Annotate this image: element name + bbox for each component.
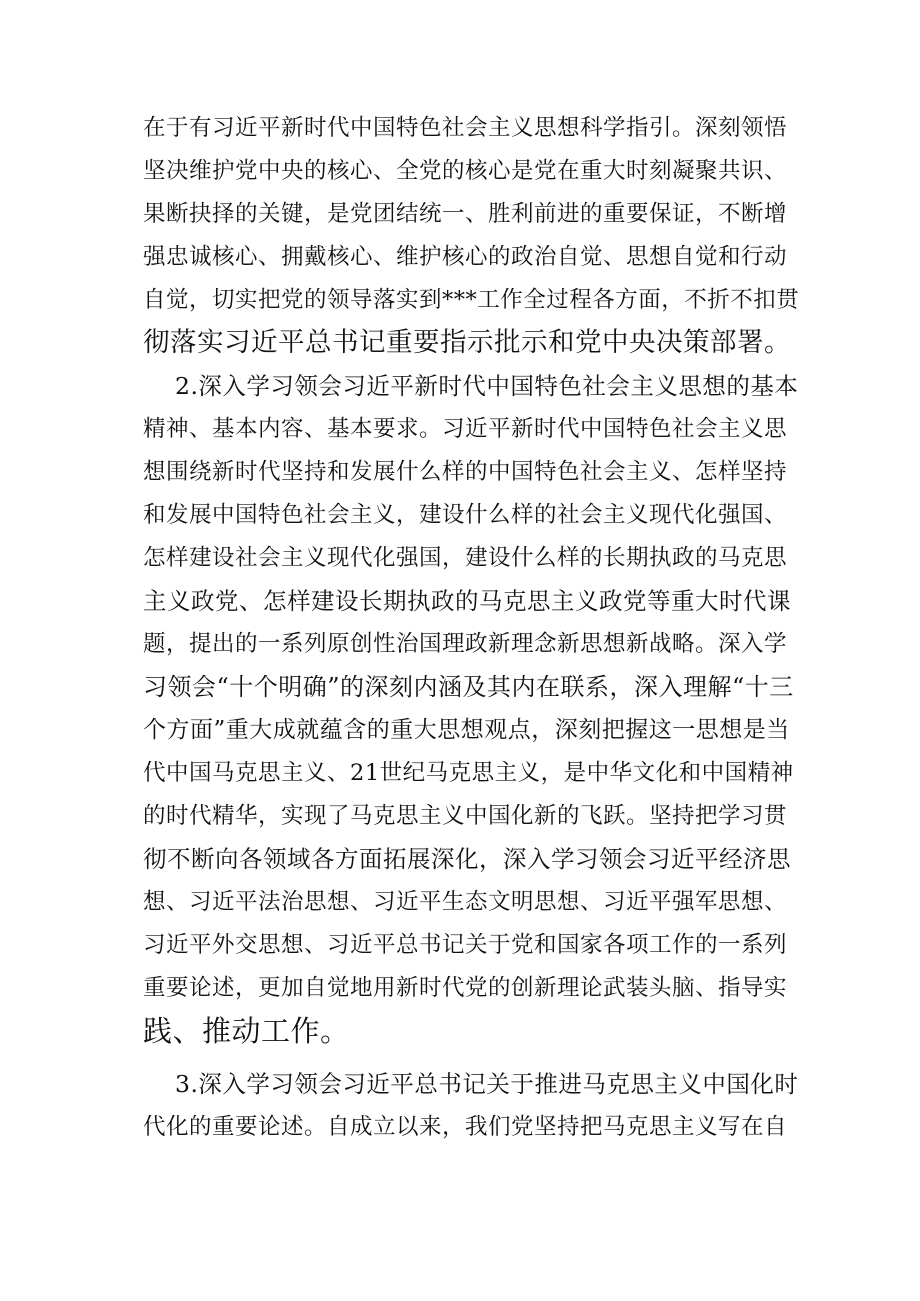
text-line: 践、推动工作。 bbox=[143, 1014, 350, 1048]
text-line: 想围绕新时代坚持和发展什么样的中国特色社会主义、怎样坚持 bbox=[143, 459, 788, 485]
text-line: 题，提出的一系列原创性治国理政新理念新思想新战略。深入学 bbox=[143, 631, 788, 657]
text-line: 个方面”重大成就蕴含的重大思想观点，深刻把握这一思想是当 bbox=[143, 717, 790, 743]
text-line: 果断抉择的关键，是党团结统一、胜利前进的重要保证，不断增 bbox=[143, 201, 788, 227]
text-line: 3.深入学习领会习近平总书记关于推进马克思主义中国化时 bbox=[175, 1070, 799, 1098]
text-line: 怎样建设社会主义现代化强国，建设什么样的长期执政的马克思 bbox=[143, 545, 788, 571]
text-line: 2.深入学习领会习近平新时代中国特色社会主义思想的基本 bbox=[175, 372, 799, 400]
text-line: 代中国马克思主义、21世纪马克思主义，是中华文化和中国精神 bbox=[143, 760, 794, 786]
text-line: 和发展中国特色社会主义，建设什么样的社会主义现代化强国、 bbox=[143, 502, 788, 528]
text-line: 习近平外交思想、习近平总书记关于党和国家各项工作的一系列 bbox=[143, 932, 788, 958]
text-line: 习领会“十个明确”的深刻内涵及其内在联系，深入理解“十三 bbox=[143, 673, 794, 701]
text-line: 自觉，切实把党的领导落实到***工作全过程各方面，不折不扣贯 bbox=[143, 287, 800, 313]
text-line: 强忠诚核心、拥戴核心、维护核心的政治自觉、思想自觉和行动 bbox=[143, 244, 788, 270]
text-line: 主义政党、怎样建设长期执政的马克思主义政党等重大时代课 bbox=[143, 587, 791, 615]
text-line: 彻落实习近平总书记重要指示批示和党中央决策部署。 bbox=[143, 327, 791, 358]
text-line: 彻不断向各领域各方面拓展深化，深入学习领会习近平经济思 bbox=[143, 845, 791, 873]
text-line: 坚决维护党中央的核心、全党的核心是党在重大时刻凝聚共识、 bbox=[143, 158, 788, 184]
text-line: 重要论述，更加自觉地用新时代党的创新理论武装头脑、指导实 bbox=[143, 975, 788, 1001]
text-line: 精神、基本内容、基本要求。习近平新时代中国特色社会主义思 bbox=[143, 416, 788, 442]
text-line: 代化的重要论述。自成立以来，我们党坚持把马克思主义写在自 bbox=[143, 1114, 788, 1140]
text-line: 的时代精华，实现了马克思主义中国化新的飞跃。坚持把学习贯 bbox=[143, 803, 788, 829]
text-line: 想、习近平法治思想、习近平生态文明思想、习近平强军思想、 bbox=[143, 889, 788, 915]
text-line: 在于有习近平新时代中国特色社会主义思想科学指引。深刻领悟 bbox=[143, 115, 788, 141]
